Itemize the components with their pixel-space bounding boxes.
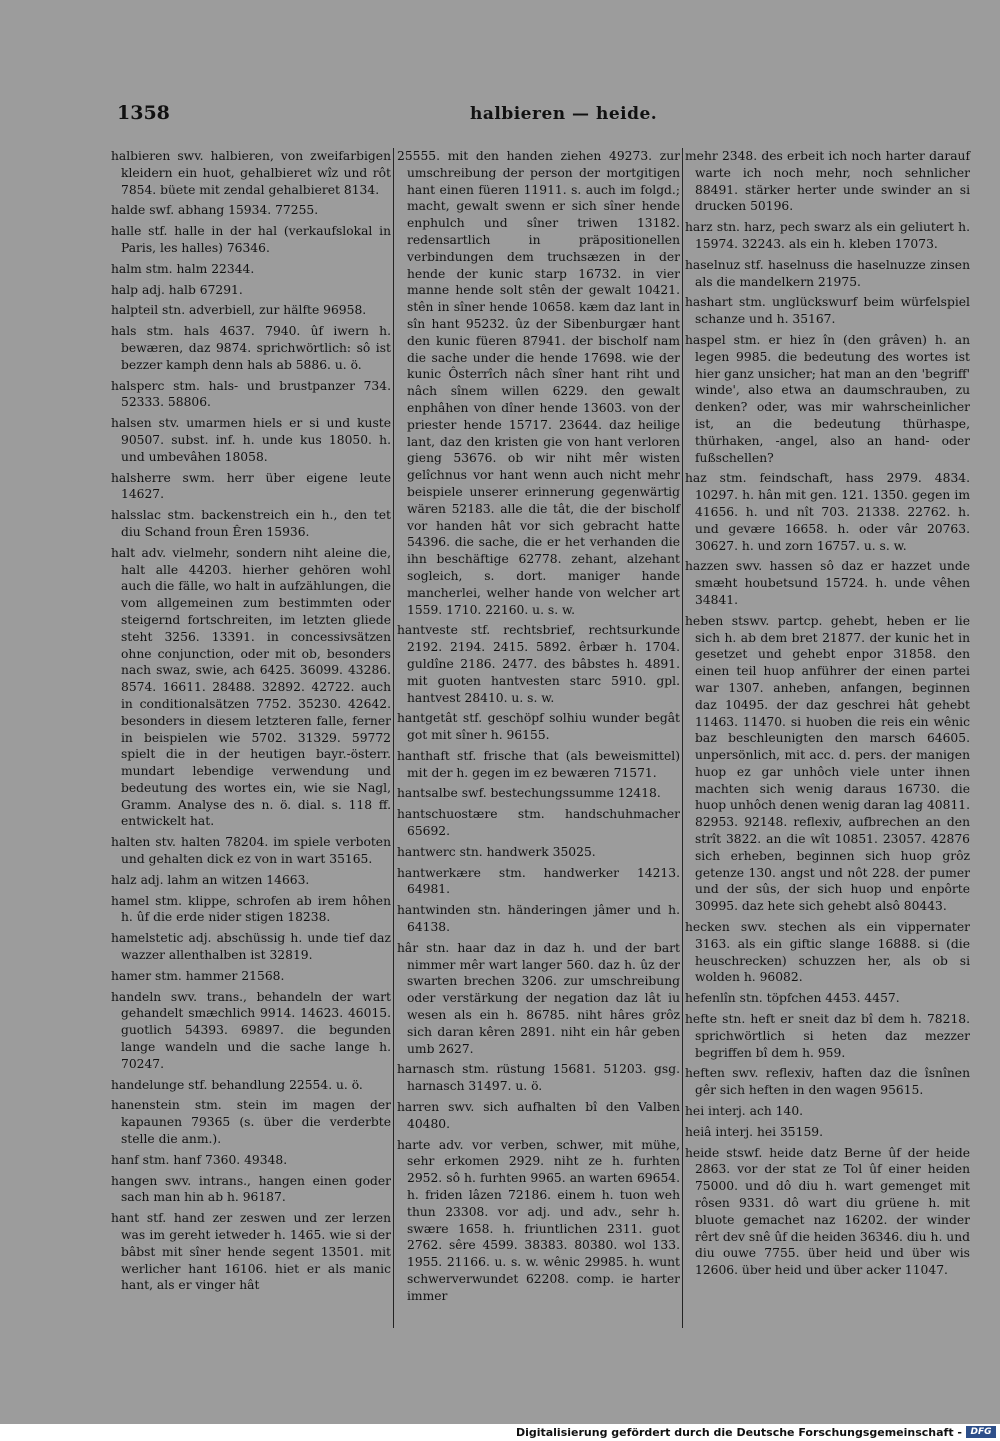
dictionary-column-1: [111, 148, 391, 1298]
dictionary-entry: haspel stm. er hiez în (den grâven) h. an legen 9985. die bedeutung des wortes ist hier ganz unsicher; hat man an den 'begriff' winde', also etwa an daumschrauben, zu denken? oder, was mir wahrscheinlicher ist, an die bedeutung thürhaspe, thürhaken, -angel, also an hand- oder fußschellen?: [685, 332, 970, 465]
dictionary-entry: hals stm. hals 4637. 7940. ûf iwern h. bewæren, daz 9874. sprichwörtlich: sô ist bezzer kamph denn hals ab 5886. u. ö.: [111, 324, 391, 372]
dictionary-entry: hamel stm. klippe, schrofen ab irem hôhen h. ûf die erde nider stigen 18238.: [111, 893, 391, 925]
dictionary-entry: halp adj. halb 67291.: [111, 282, 243, 297]
dictionary-entry: 25555. mit den handen ziehen 49273. zur umschreibung der person der mortgitigen hant einen füeren 11911. s. auch im folgd.; macht, gewalt swenn er sich sîner hende enphulch und sîner triwen 13182. redensartlich in präpositionellen verbindungen dem truchsæzen in der hende der kunic starp 16732. in vier manne hende solt stên der gewalt 10421. stên in sîner hende 10658. kæm daz lant in sîn hant 95232. ûz der Sibenburgær hant den kunic füeren 87941. der bischolf nam die sache under die hende 17698. wie der kunic Ôsterrîch nâch sîner hant riht und nâch sînem willen 6229. den gewalt enphâhen von dîner hende 13603. von der priester hende 15717. 23644. daz heilige lant, daz den kristen gie von hant verloren gieng 53676. ob wir niht mêr wisten gelîchnus vor hant wenn auch nicht mehr beispiele unserer erinnerung gegenwärtig wären 52183. alle die tât, die der bischolf vor handen hât vor sich gebracht hatte 54396. die sache, die er het verhanden die ihn beschäftige 62778. zehant, alzehant sogleich, s. dort. maniger hande mancherlei, welher hande von welcher art 1559. 1710. 22160. u. s. w.: [397, 149, 680, 617]
dictionary-entry: hâr stn. haar daz in daz h. und der bart nimmer mêr wart langer 560. daz h. ûz der swarten brechen 3206. zur umschreibung oder verstärkung der negation daz lât iu wesen als ein h. 86785. niht hâres grôz sich daran kêren 2891. niht ein hâr geben umb 2627.: [397, 940, 680, 1056]
dictionary-entry: halm stm. halm 22344.: [111, 261, 255, 276]
dictionary-entry: halsslac stm. backenstreich ein h., den tet diu Schand froun Êren 15936.: [111, 508, 391, 539]
dictionary-entry: halde swf. abhang 15934. 77255.: [111, 203, 319, 218]
dictionary-entry: halsperc stm. hals- und brustpanzer 734. 52333. 58806.: [111, 378, 391, 410]
dictionary-entry: halpteil stn. adverbiell, zur hälfte 96958.: [111, 303, 367, 318]
dictionary-entry: heiâ interj. hei 35159.: [685, 1124, 824, 1139]
dictionary-entry: hanenstein stm. stein im magen der kapaunen 79365 (s. über die verderbte stelle die anm.).: [111, 1098, 391, 1147]
dictionary-entry: mehr 2348. des erbeit ich noch harter darauf warte ich noch mehr, noch sehnlicher 88491. stärker herter unde swinder an si drucken 50196.: [685, 149, 970, 214]
dictionary-entry: hantwerkære stm. handwerker 14213. 64981.: [397, 865, 680, 897]
dictionary-entry: handeln swv. trans., behandeln der wart gehandelt smæchlich 9914. 14623. 46015. guotlich 54393. 69897. die begunden lange wandeln und die sache lange h. 70247.: [111, 989, 391, 1071]
dictionary-entry: hantschuostære stm. handschuhmacher 65692.: [397, 807, 680, 839]
column-divider: [393, 148, 394, 1328]
dictionary-entry: hashart stm. unglückswurf beim würfelspiel schanze und h. 35167.: [685, 295, 970, 327]
dictionary-column-3: [685, 148, 970, 1283]
dictionary-entry: halz adj. lahm an witzen 14663.: [111, 872, 310, 887]
dictionary-entry: hant stf. hand zer zeswen und zer lerzen was im gereht ietweder h. 1465. wie si der bâbst mit sîner hende segent 13501. mit werlicher hant 16106. hiet er als manic hant, als er vinger hât: [111, 1211, 391, 1293]
dictionary-entry: hantwerc stn. handwerk 35025.: [397, 844, 596, 859]
dictionary-entry: hamer stm. hammer 21568.: [111, 968, 285, 983]
dictionary-entry: halsen stv. umarmen hiels er si und kuste 90507. subst. inf. h. unde kus 18050. h. und umbevâhen 18058.: [111, 416, 391, 464]
dictionary-entry: hei interj. ach 140.: [685, 1104, 804, 1119]
dictionary-entry: hanthaft stf. frische that (als beweismittel) mit der h. gegen im ez bewæren 71571.: [397, 748, 680, 780]
dictionary-entry: halt adv. vielmehr, sondern niht aleine die, halt alle 44203. hierher gehören wohl auch die fälle, wo halt in aufzählungen, die vom allgemeinen zum bestimmten oder steigernd fortschreiten, im letzten gliede steht 3256. 13391. in concessivsätzen ohne conjunction, oder mit ob, besonders nach swaz, swie, ach 6425. 36099. 43286. 8574. 16611. 28488. 32892. 42722. auch in conditionalsätzen 7752. 35230. 42642. besonders in diesem letzteren falle, ferner in beispielen wie 5702. 31329. 59772 spielt die in der heutigen bayr.-österr. mundart lebendige verwendung und bedeutung des wortes ein, wie sie Nagl, Gramm. Analyse des n. ö. dial. s. 118 ff. entwickelt hat.: [111, 545, 391, 829]
dictionary-entry: harte adv. vor verben, schwer, mit mühe, sehr erkomen 2929. niht ze h. furhten 2952. sô h. furhten 9965. an warten 69654. h. friden lâzen 72186. einem h. tuon weh thun 23308. vor adj. und adv., sehr h. swære 1658. h. friuntlichen 2311. guot 2762. sêre 4599. 38383. 80380. wol 133. 1955. 21166. u. s. w. wênic 29985. h. wunt schwerverwundet 62208. comp. ie harter immer: [397, 1137, 680, 1303]
dictionary-column-2: [397, 148, 680, 1309]
dictionary-entry: halten stv. halten 78204. im spiele verboten und gehalten dick ez von in wart 35165.: [111, 835, 391, 867]
dfg-logo: DFG: [966, 1426, 996, 1438]
dictionary-entry: hantwinden stn. händeringen jâmer und h. 64138.: [397, 903, 680, 935]
running-head: halbieren — heide.: [470, 104, 658, 124]
funding-note: Digitalisierung gefördert durch die Deutsche Forschungsgemeinschaft -: [515, 1426, 962, 1439]
dictionary-entry: haz stm. feindschaft, hass 2979. 4834. 10297. h. hân mit gen. 121. 1350. gegen im 41656. h. und nît 703. 21338. 22762. h. und gevære 16658. h. oder vâr 20763. 30627. h. und zorn 16757. u. s. w.: [685, 471, 970, 553]
dictionary-entry: hecken swv. stechen als ein vippernater 3163. als ein giftic slange 16888. si (die heuschrecken) schuzzen her, als ob si wolden h. 96082.: [685, 920, 970, 985]
dictionary-entry: harz stn. harz, pech swarz als ein geliutert h. 15974. 32243. als ein h. kleben 17073.: [685, 220, 970, 251]
dictionary-entry: heften swv. reflexiv, haften daz die îsnînen gêr sich heften in den wagen 95615.: [685, 1066, 970, 1098]
dictionary-entry: halsherre swm. herr über eigene leute 14627.: [111, 470, 391, 502]
dictionary-entry: handelunge stf. behandlung 22554. u. ö.: [111, 1077, 363, 1092]
dictionary-entry: heben stswv. partcp. gehebt, heben er lie sich h. ab dem bret 21877. der kunic het in gesetzet und gehebt enpor 31858. den einen teil huop anführer der einen partei war 1307. anheben, anfangen, beginnen daz 10495. der daz geschrei hât gehebt 11463. 11470. si huoben die reis ein wênic baz beschleunigten den marsch 64605. unpersönlich, mit acc. d. pers. der manigen huop ez gar unhôch viele unter ihnen machten sich wenig daraus 16730. die huop unhôch denen wenig daran lag 40811. 82953. 92148. reflexiv, aufbrechen an den strît 3822. an die wît 10851. 23057. 42876 sich erheben, beginnen sich huop grôz getenze 130. angst und nôt 228. der pumer und der sûs, der sich huop und enpôrte 30995. daz hete sich gehebt alsô 80443.: [685, 613, 970, 914]
dictionary-entry: harnasch stm. rüstung 15681. 51203. gsg. harnasch 31497. u. ö.: [397, 1062, 680, 1094]
dictionary-entry: harren swv. sich aufhalten bî den Valben 40480.: [397, 1100, 680, 1131]
dictionary-entry: hantsalbe swf. bestechungssumme 12418.: [397, 786, 661, 801]
footer-bar: [0, 1424, 1000, 1441]
page-number: 1358: [117, 102, 170, 124]
dictionary-entry: halle stf. halle in der hal (verkaufslokal in Paris, les halles) 76346.: [111, 224, 391, 255]
dictionary-entry: hefte stn. heft er sneit daz bî dem h. 78218. sprichwörtlich si heten daz mezzer begriffen bî dem h. 959.: [685, 1012, 970, 1060]
dictionary-entry: hanf stm. hanf 7360. 49348.: [111, 1152, 288, 1167]
dictionary-entry: hantveste stf. rechtsbrief, rechtsurkunde 2192. 2194. 2415. 5892. êrbær h. 1704. guldîne 2186. 2477. des bâbstes h. 4891. mit guoten hantvesten starc 5910. gpl. hantvest 28410. u. s. w.: [397, 623, 680, 705]
dictionary-entry: hazzen swv. hassen sô daz er hazzet unde smæht houbetsund 15724. h. unde vêhen 34841.: [685, 559, 970, 607]
dictionary-entry: hangen swv. intrans., hangen einen goder sach man hin ab h. 96187.: [111, 1173, 391, 1205]
dictionary-entry: hamelstetic adj. abschüssig h. unde tief daz wazzer allenthalben ist 32819.: [111, 931, 391, 963]
dictionary-entry: heide stswf. heide datz Berne ûf der heide 2863. vor der stat ze Tol ûf einer heiden 75000. und dô diu h. wart gemenget mit rôsen 9331. dô wart diu grüene h. mit bluote gemachet naz 16202. der winder rêrt dev snê ûf die heiden 36346. diu h. und diu ouwe 7755. über heid und über wis 12606. über heid und über acker 11047.: [685, 1145, 970, 1278]
dictionary-entry: haselnuz stf. haselnuss die haselnuzze zinsen als die mandelkern 21975.: [685, 257, 970, 289]
dictionary-entry: hantgetât stf. geschöpf solhiu wunder begât got mit sîner h. 96155.: [397, 711, 680, 743]
dictionary-entry: halbieren swv. halbieren, von zweifarbigen kleidern ein huot, gehalbieret wîz und rôt 7854. büete mit zendal gehalbieret 8134.: [111, 149, 391, 197]
dictionary-entry: hefenlîn stn. töpfchen 4453. 4457.: [685, 991, 900, 1006]
column-divider: [682, 148, 683, 1328]
